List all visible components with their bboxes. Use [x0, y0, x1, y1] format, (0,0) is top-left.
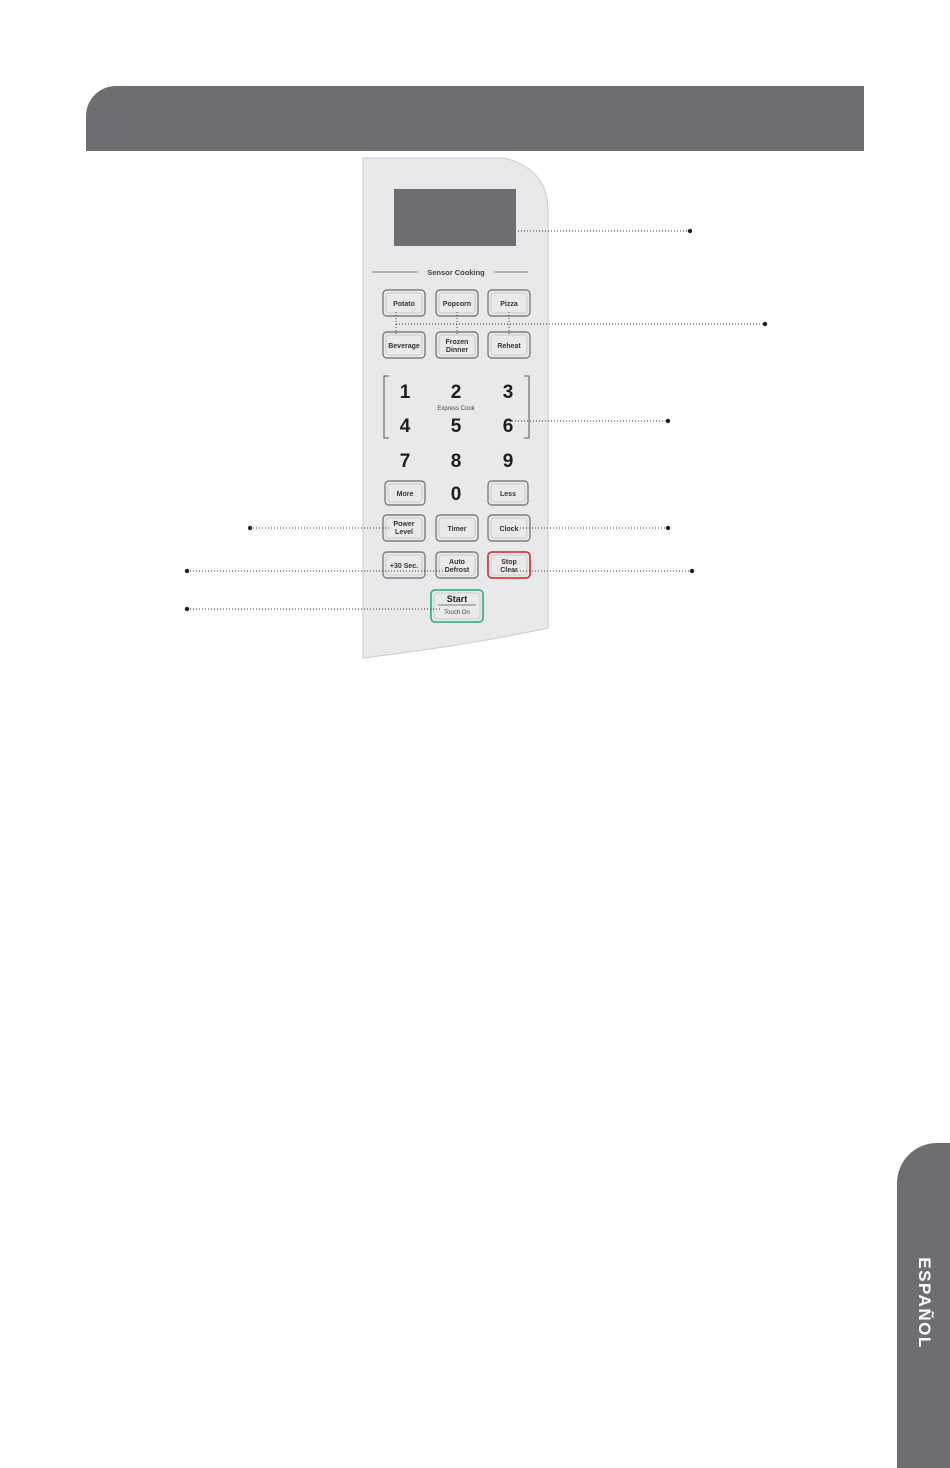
sensor-cooking-label: Sensor Cooking: [427, 268, 485, 277]
digit-3-button[interactable]: 3: [502, 382, 514, 403]
express-cook-label: Express Cook: [437, 406, 475, 412]
less-button[interactable]: [488, 481, 528, 505]
auto-defrost-label: Auto Defrost: [444, 559, 470, 574]
beverage-label: Beverage: [388, 343, 420, 350]
popcorn-label: Popcorn: [442, 301, 472, 308]
auto-defrost-button[interactable]: [436, 552, 478, 578]
language-tab-label: ESPAÑOL: [914, 1257, 934, 1349]
display-window: [394, 189, 516, 246]
potato-button[interactable]: [383, 290, 425, 316]
digit-5-button[interactable]: 5: [450, 416, 462, 437]
digit-9-button[interactable]: 9: [502, 451, 514, 472]
touch-on-label: Touch On: [444, 610, 470, 616]
leader-dot-power: [248, 526, 252, 530]
stop-clear-button[interactable]: [488, 552, 530, 578]
clock-label: Clock: [499, 526, 519, 533]
start-label: Start: [446, 594, 468, 604]
frozen-dinner-button[interactable]: [436, 332, 478, 358]
digit-6-button[interactable]: 6: [502, 416, 514, 437]
timer-button[interactable]: [436, 515, 478, 541]
less-label: Less: [500, 491, 516, 498]
reheat-button[interactable]: [488, 332, 530, 358]
leader-dot-sensor: [763, 322, 767, 326]
timer-label: Timer: [447, 526, 467, 533]
add-30-sec-button[interactable]: [383, 552, 425, 578]
beverage-button[interactable]: [383, 332, 425, 358]
more-button[interactable]: [385, 481, 425, 505]
digit-0-button[interactable]: 0: [450, 484, 462, 505]
leader-dot-express: [666, 419, 670, 423]
digit-2-button[interactable]: 2: [450, 382, 462, 403]
leader-dot-clock: [666, 526, 670, 530]
frozen-dinner-label: Frozen Dinner: [445, 339, 469, 354]
digit-7-button[interactable]: 7: [399, 451, 411, 472]
start-button[interactable]: [431, 590, 483, 622]
leader-dot-display: [688, 229, 692, 233]
stop-clear-label: Stop Clear: [500, 559, 518, 574]
leader-dot-defrost: [185, 569, 189, 573]
add-30-sec-label: +30 Sec.: [389, 563, 419, 570]
leader-dot-stop: [690, 569, 694, 573]
control-panel-diagram: [0, 0, 950, 700]
reheat-label: Reheat: [497, 343, 521, 350]
power-label: Power Level: [393, 521, 415, 536]
leader-dot-start: [185, 607, 189, 611]
potato-label: Potato: [393, 301, 415, 308]
language-tab: [897, 1143, 950, 1468]
power-level-button[interactable]: [383, 515, 425, 541]
digit-4-button[interactable]: 4: [399, 416, 411, 437]
digit-8-button[interactable]: 8: [450, 451, 462, 472]
pizza-label: Pizza: [500, 301, 518, 308]
digit-1-button[interactable]: 1: [399, 382, 411, 403]
more-label: More: [396, 491, 414, 498]
